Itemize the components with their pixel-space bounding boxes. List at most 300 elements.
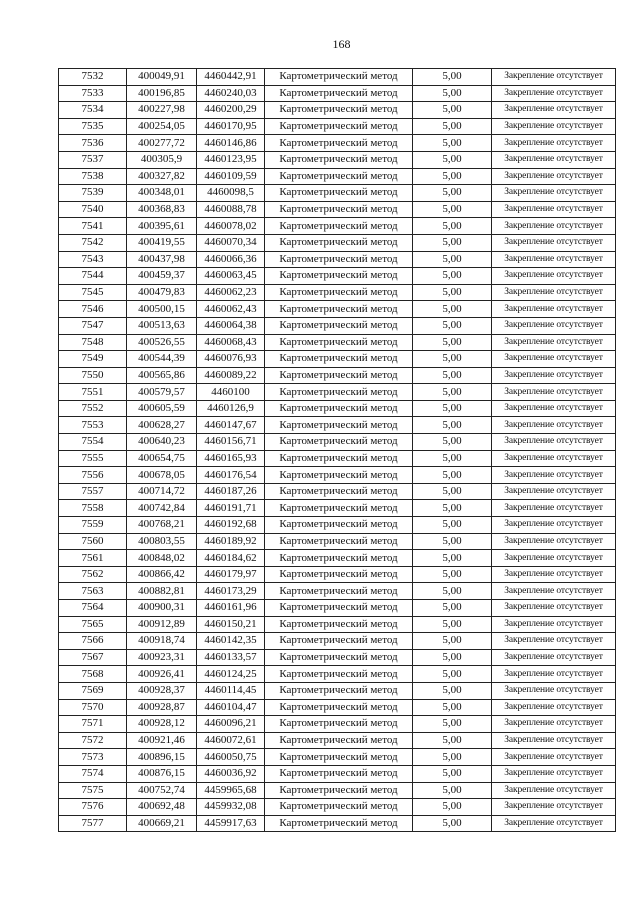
table-row [59,102,616,119]
fixing-cell: Закрепление отсутствует [492,815,616,832]
table-row [59,367,616,384]
method-cell: Картометрический метод [265,434,413,451]
fixing-cell: Закрепление отсутствует [492,450,616,467]
fixing-cell: Закрепление отсутствует [492,434,616,451]
y-coordinate-cell: 4460098,5 [197,185,265,202]
y-coordinate-cell: 4460076,93 [197,351,265,368]
accuracy-cell: 5,00 [413,682,492,699]
y-coordinate-cell: 4460066,36 [197,251,265,268]
y-coordinate-cell: 4459917,63 [197,815,265,832]
point-number-cell: 7547 [59,317,127,334]
y-coordinate-cell: 4460142,35 [197,633,265,650]
point-number-cell: 7558 [59,500,127,517]
point-number-cell: 7545 [59,284,127,301]
accuracy-cell: 5,00 [413,649,492,666]
table-row [59,583,616,600]
fixing-cell: Закрепление отсутствует [492,583,616,600]
method-cell: Картометрический метод [265,118,413,135]
accuracy-cell: 5,00 [413,716,492,733]
y-coordinate-cell: 4460072,61 [197,732,265,749]
fixing-cell: Закрепление отсутствует [492,69,616,86]
table-row [59,251,616,268]
accuracy-cell: 5,00 [413,102,492,119]
fixing-cell: Закрепление отсутствует [492,500,616,517]
x-coordinate-cell: 400928,12 [127,716,197,733]
y-coordinate-cell: 4460068,43 [197,334,265,351]
table-row [59,467,616,484]
accuracy-cell: 5,00 [413,782,492,799]
page-number: 168 [332,37,351,51]
point-number-cell: 7567 [59,649,127,666]
y-coordinate-cell: 4460170,95 [197,118,265,135]
method-cell: Картометрический метод [265,201,413,218]
table-row [59,633,616,650]
table-row [59,434,616,451]
y-coordinate-cell: 4460064,38 [197,317,265,334]
table-row [59,118,616,135]
accuracy-cell: 5,00 [413,732,492,749]
table-row [59,500,616,517]
x-coordinate-cell: 400654,75 [127,450,197,467]
accuracy-cell: 5,00 [413,566,492,583]
y-coordinate-cell: 4459965,68 [197,782,265,799]
point-number-cell: 7575 [59,782,127,799]
y-coordinate-cell: 4460050,75 [197,749,265,766]
accuracy-cell: 5,00 [413,633,492,650]
y-coordinate-cell: 4460088,78 [197,201,265,218]
point-number-cell: 7572 [59,732,127,749]
method-cell: Картометрический метод [265,500,413,517]
accuracy-cell: 5,00 [413,483,492,500]
x-coordinate-cell: 400640,23 [127,434,197,451]
accuracy-cell: 5,00 [413,699,492,716]
method-cell: Картометрический метод [265,384,413,401]
table-row [59,168,616,185]
x-coordinate-cell: 400348,01 [127,185,197,202]
y-coordinate-cell: 4460100 [197,384,265,401]
accuracy-cell: 5,00 [413,517,492,534]
x-coordinate-cell: 400669,21 [127,815,197,832]
point-number-cell: 7555 [59,450,127,467]
y-coordinate-cell: 4460096,21 [197,716,265,733]
x-coordinate-cell: 400254,05 [127,118,197,135]
y-coordinate-cell: 4460089,22 [197,367,265,384]
point-number-cell: 7568 [59,666,127,683]
table-row [59,384,616,401]
accuracy-cell: 5,00 [413,434,492,451]
table-row [59,682,616,699]
method-cell: Картометрический метод [265,782,413,799]
y-coordinate-cell: 4460187,26 [197,483,265,500]
x-coordinate-cell: 400500,15 [127,301,197,318]
y-coordinate-cell: 4460109,59 [197,168,265,185]
accuracy-cell: 5,00 [413,367,492,384]
point-number-cell: 7557 [59,483,127,500]
fixing-cell: Закрепление отсутствует [492,301,616,318]
table-row [59,782,616,799]
point-number-cell: 7577 [59,815,127,832]
accuracy-cell: 5,00 [413,317,492,334]
x-coordinate-cell: 400437,98 [127,251,197,268]
point-number-cell: 7533 [59,85,127,102]
y-coordinate-cell: 4460078,02 [197,218,265,235]
fixing-cell: Закрепление отсутствует [492,682,616,699]
point-number-cell: 7552 [59,400,127,417]
table-row [59,749,616,766]
accuracy-cell: 5,00 [413,467,492,484]
point-number-cell: 7556 [59,467,127,484]
x-coordinate-cell: 400227,98 [127,102,197,119]
point-number-cell: 7563 [59,583,127,600]
y-coordinate-cell: 4460184,62 [197,550,265,567]
fixing-cell: Закрепление отсутствует [492,417,616,434]
point-number-cell: 7559 [59,517,127,534]
accuracy-cell: 5,00 [413,234,492,251]
table-row [59,517,616,534]
accuracy-cell: 5,00 [413,118,492,135]
fixing-cell: Закрепление отсутствует [492,765,616,782]
method-cell: Картометрический метод [265,699,413,716]
y-coordinate-cell: 4460156,71 [197,434,265,451]
method-cell: Картометрический метод [265,517,413,534]
fixing-cell: Закрепление отсутствует [492,151,616,168]
point-number-cell: 7532 [59,69,127,86]
point-number-cell: 7544 [59,268,127,285]
table-row [59,284,616,301]
accuracy-cell: 5,00 [413,815,492,832]
fixing-cell: Закрепление отсутствует [492,284,616,301]
table-row [59,301,616,318]
y-coordinate-cell: 4460147,67 [197,417,265,434]
table-row [59,151,616,168]
x-coordinate-cell: 400196,85 [127,85,197,102]
point-number-cell: 7570 [59,699,127,716]
table-row [59,234,616,251]
x-coordinate-cell: 400896,15 [127,749,197,766]
table-row [59,69,616,86]
fixing-cell: Закрепление отсутствует [492,483,616,500]
fixing-cell: Закрепление отсутствует [492,168,616,185]
table-row [59,533,616,550]
point-number-cell: 7561 [59,550,127,567]
point-number-cell: 7564 [59,600,127,617]
x-coordinate-cell: 400368,83 [127,201,197,218]
y-coordinate-cell: 4459932,08 [197,799,265,816]
point-number-cell: 7541 [59,218,127,235]
y-coordinate-cell: 4460200,29 [197,102,265,119]
method-cell: Картометрический метод [265,799,413,816]
table-row [59,666,616,683]
y-coordinate-cell: 4460126,9 [197,400,265,417]
x-coordinate-cell: 400928,87 [127,699,197,716]
x-coordinate-cell: 400752,74 [127,782,197,799]
x-coordinate-cell: 400605,59 [127,400,197,417]
table-row [59,799,616,816]
coordinates-table [58,68,616,832]
accuracy-cell: 5,00 [413,168,492,185]
fixing-cell: Закрепление отсутствует [492,749,616,766]
x-coordinate-cell: 400513,63 [127,317,197,334]
y-coordinate-cell: 4460191,71 [197,500,265,517]
method-cell: Картометрический метод [265,151,413,168]
accuracy-cell: 5,00 [413,185,492,202]
table-row [59,450,616,467]
fixing-cell: Закрепление отсутствует [492,384,616,401]
x-coordinate-cell: 400768,21 [127,517,197,534]
method-cell: Картометрический метод [265,649,413,666]
method-cell: Картометрический метод [265,815,413,832]
y-coordinate-cell: 4460062,23 [197,284,265,301]
x-coordinate-cell: 400419,55 [127,234,197,251]
fixing-cell: Закрепление отсутствует [492,102,616,119]
method-cell: Картометрический метод [265,765,413,782]
fixing-cell: Закрепление отсутствует [492,799,616,816]
y-coordinate-cell: 4460036,92 [197,765,265,782]
point-number-cell: 7571 [59,716,127,733]
table-row [59,699,616,716]
table-row [59,185,616,202]
fixing-cell: Закрепление отсутствует [492,251,616,268]
x-coordinate-cell: 400923,31 [127,649,197,666]
method-cell: Картометрический метод [265,716,413,733]
method-cell: Картометрический метод [265,400,413,417]
accuracy-cell: 5,00 [413,450,492,467]
table-row [59,135,616,152]
table-row [59,85,616,102]
accuracy-cell: 5,00 [413,533,492,550]
x-coordinate-cell: 400277,72 [127,135,197,152]
method-cell: Картометрический метод [265,550,413,567]
x-coordinate-cell: 400742,84 [127,500,197,517]
x-coordinate-cell: 400876,15 [127,765,197,782]
fixing-cell: Закрепление отсутствует [492,616,616,633]
method-cell: Картометрический метод [265,85,413,102]
y-coordinate-cell: 4460070,34 [197,234,265,251]
method-cell: Картометрический метод [265,732,413,749]
method-cell: Картометрический метод [265,135,413,152]
x-coordinate-cell: 400395,61 [127,218,197,235]
fixing-cell: Закрепление отсутствует [492,334,616,351]
y-coordinate-cell: 4460192,68 [197,517,265,534]
table-row [59,317,616,334]
table-row [59,616,616,633]
fixing-cell: Закрепление отсутствует [492,732,616,749]
table-row [59,600,616,617]
fixing-cell: Закрепление отсутствует [492,317,616,334]
fixing-cell: Закрепление отсутствует [492,666,616,683]
table-row [59,765,616,782]
x-coordinate-cell: 400926,41 [127,666,197,683]
accuracy-cell: 5,00 [413,85,492,102]
fixing-cell: Закрепление отсутствует [492,566,616,583]
point-number-cell: 7538 [59,168,127,185]
method-cell: Картометрический метод [265,483,413,500]
x-coordinate-cell: 400848,02 [127,550,197,567]
table-row [59,550,616,567]
x-coordinate-cell: 400459,37 [127,268,197,285]
method-cell: Картометрический метод [265,583,413,600]
method-cell: Картометрический метод [265,185,413,202]
fixing-cell: Закрепление отсутствует [492,550,616,567]
accuracy-cell: 5,00 [413,384,492,401]
accuracy-cell: 5,00 [413,251,492,268]
fixing-cell: Закрепление отсутствует [492,782,616,799]
x-coordinate-cell: 400327,82 [127,168,197,185]
table-row [59,201,616,218]
x-coordinate-cell: 400928,37 [127,682,197,699]
fixing-cell: Закрепление отсутствует [492,533,616,550]
method-cell: Картометрический метод [265,251,413,268]
accuracy-cell: 5,00 [413,201,492,218]
y-coordinate-cell: 4460124,25 [197,666,265,683]
table-row [59,815,616,832]
fixing-cell: Закрепление отсутствует [492,367,616,384]
x-coordinate-cell: 400565,86 [127,367,197,384]
table-row [59,716,616,733]
x-coordinate-cell: 400628,27 [127,417,197,434]
table-row [59,268,616,285]
method-cell: Картометрический метод [265,234,413,251]
point-number-cell: 7540 [59,201,127,218]
accuracy-cell: 5,00 [413,400,492,417]
accuracy-cell: 5,00 [413,749,492,766]
accuracy-cell: 5,00 [413,151,492,168]
point-number-cell: 7553 [59,417,127,434]
fixing-cell: Закрепление отсутствует [492,234,616,251]
point-number-cell: 7562 [59,566,127,583]
y-coordinate-cell: 4460240,03 [197,85,265,102]
x-coordinate-cell: 400544,39 [127,351,197,368]
point-number-cell: 7546 [59,301,127,318]
point-number-cell: 7539 [59,185,127,202]
x-coordinate-cell: 400479,83 [127,284,197,301]
method-cell: Картометрический метод [265,533,413,550]
point-number-cell: 7535 [59,118,127,135]
y-coordinate-cell: 4460165,93 [197,450,265,467]
x-coordinate-cell: 400803,55 [127,533,197,550]
point-number-cell: 7554 [59,434,127,451]
point-number-cell: 7548 [59,334,127,351]
method-cell: Картометрический метод [265,749,413,766]
point-number-cell: 7537 [59,151,127,168]
accuracy-cell: 5,00 [413,417,492,434]
fixing-cell: Закрепление отсутствует [492,118,616,135]
table-row [59,351,616,368]
point-number-cell: 7573 [59,749,127,766]
y-coordinate-cell: 4460063,45 [197,268,265,285]
table-row [59,400,616,417]
y-coordinate-cell: 4460150,21 [197,616,265,633]
method-cell: Картометрический метод [265,682,413,699]
accuracy-cell: 5,00 [413,334,492,351]
y-coordinate-cell: 4460179,97 [197,566,265,583]
method-cell: Картометрический метод [265,168,413,185]
method-cell: Картометрический метод [265,600,413,617]
method-cell: Картометрический метод [265,566,413,583]
x-coordinate-cell: 400918,74 [127,633,197,650]
accuracy-cell: 5,00 [413,284,492,301]
method-cell: Картометрический метод [265,334,413,351]
x-coordinate-cell: 400714,72 [127,483,197,500]
fixing-cell: Закрепление отсутствует [492,633,616,650]
y-coordinate-cell: 4460173,29 [197,583,265,600]
accuracy-cell: 5,00 [413,583,492,600]
point-number-cell: 7565 [59,616,127,633]
method-cell: Картометрический метод [265,301,413,318]
fixing-cell: Закрепление отсутствует [492,467,616,484]
y-coordinate-cell: 4460189,92 [197,533,265,550]
accuracy-cell: 5,00 [413,268,492,285]
accuracy-cell: 5,00 [413,550,492,567]
table-row [59,649,616,666]
point-number-cell: 7569 [59,682,127,699]
y-coordinate-cell: 4460442,91 [197,69,265,86]
fixing-cell: Закрепление отсутствует [492,201,616,218]
y-coordinate-cell: 4460104,47 [197,699,265,716]
coordinates-table-body [59,69,616,832]
point-number-cell: 7576 [59,799,127,816]
table-row [59,566,616,583]
accuracy-cell: 5,00 [413,301,492,318]
fixing-cell: Закрепление отсутствует [492,699,616,716]
table-row [59,483,616,500]
method-cell: Картометрический метод [265,317,413,334]
x-coordinate-cell: 400921,46 [127,732,197,749]
fixing-cell: Закрепление отсутствует [492,135,616,152]
method-cell: Картометрический метод [265,666,413,683]
x-coordinate-cell: 400692,48 [127,799,197,816]
method-cell: Картометрический метод [265,467,413,484]
x-coordinate-cell: 400912,89 [127,616,197,633]
point-number-cell: 7550 [59,367,127,384]
fixing-cell: Закрепление отсутствует [492,268,616,285]
method-cell: Картометрический метод [265,284,413,301]
y-coordinate-cell: 4460133,57 [197,649,265,666]
x-coordinate-cell: 400678,05 [127,467,197,484]
fixing-cell: Закрепление отсутствует [492,185,616,202]
table-row [59,732,616,749]
point-number-cell: 7543 [59,251,127,268]
fixing-cell: Закрепление отсутствует [492,716,616,733]
method-cell: Картометрический метод [265,633,413,650]
y-coordinate-cell: 4460146,86 [197,135,265,152]
method-cell: Картометрический метод [265,616,413,633]
y-coordinate-cell: 4460062,43 [197,301,265,318]
y-coordinate-cell: 4460123,95 [197,151,265,168]
method-cell: Картометрический метод [265,218,413,235]
fixing-cell: Закрепление отсутствует [492,218,616,235]
accuracy-cell: 5,00 [413,666,492,683]
point-number-cell: 7536 [59,135,127,152]
fixing-cell: Закрепление отсутствует [492,600,616,617]
fixing-cell: Закрепление отсутствует [492,351,616,368]
table-row [59,334,616,351]
point-number-cell: 7534 [59,102,127,119]
fixing-cell: Закрепление отсутствует [492,517,616,534]
fixing-cell: Закрепление отсутствует [492,400,616,417]
accuracy-cell: 5,00 [413,799,492,816]
accuracy-cell: 5,00 [413,69,492,86]
x-coordinate-cell: 400866,42 [127,566,197,583]
method-cell: Картометрический метод [265,367,413,384]
method-cell: Картометрический метод [265,69,413,86]
table-row [59,218,616,235]
point-number-cell: 7549 [59,351,127,368]
accuracy-cell: 5,00 [413,765,492,782]
fixing-cell: Закрепление отсутствует [492,649,616,666]
accuracy-cell: 5,00 [413,500,492,517]
table-row [59,417,616,434]
